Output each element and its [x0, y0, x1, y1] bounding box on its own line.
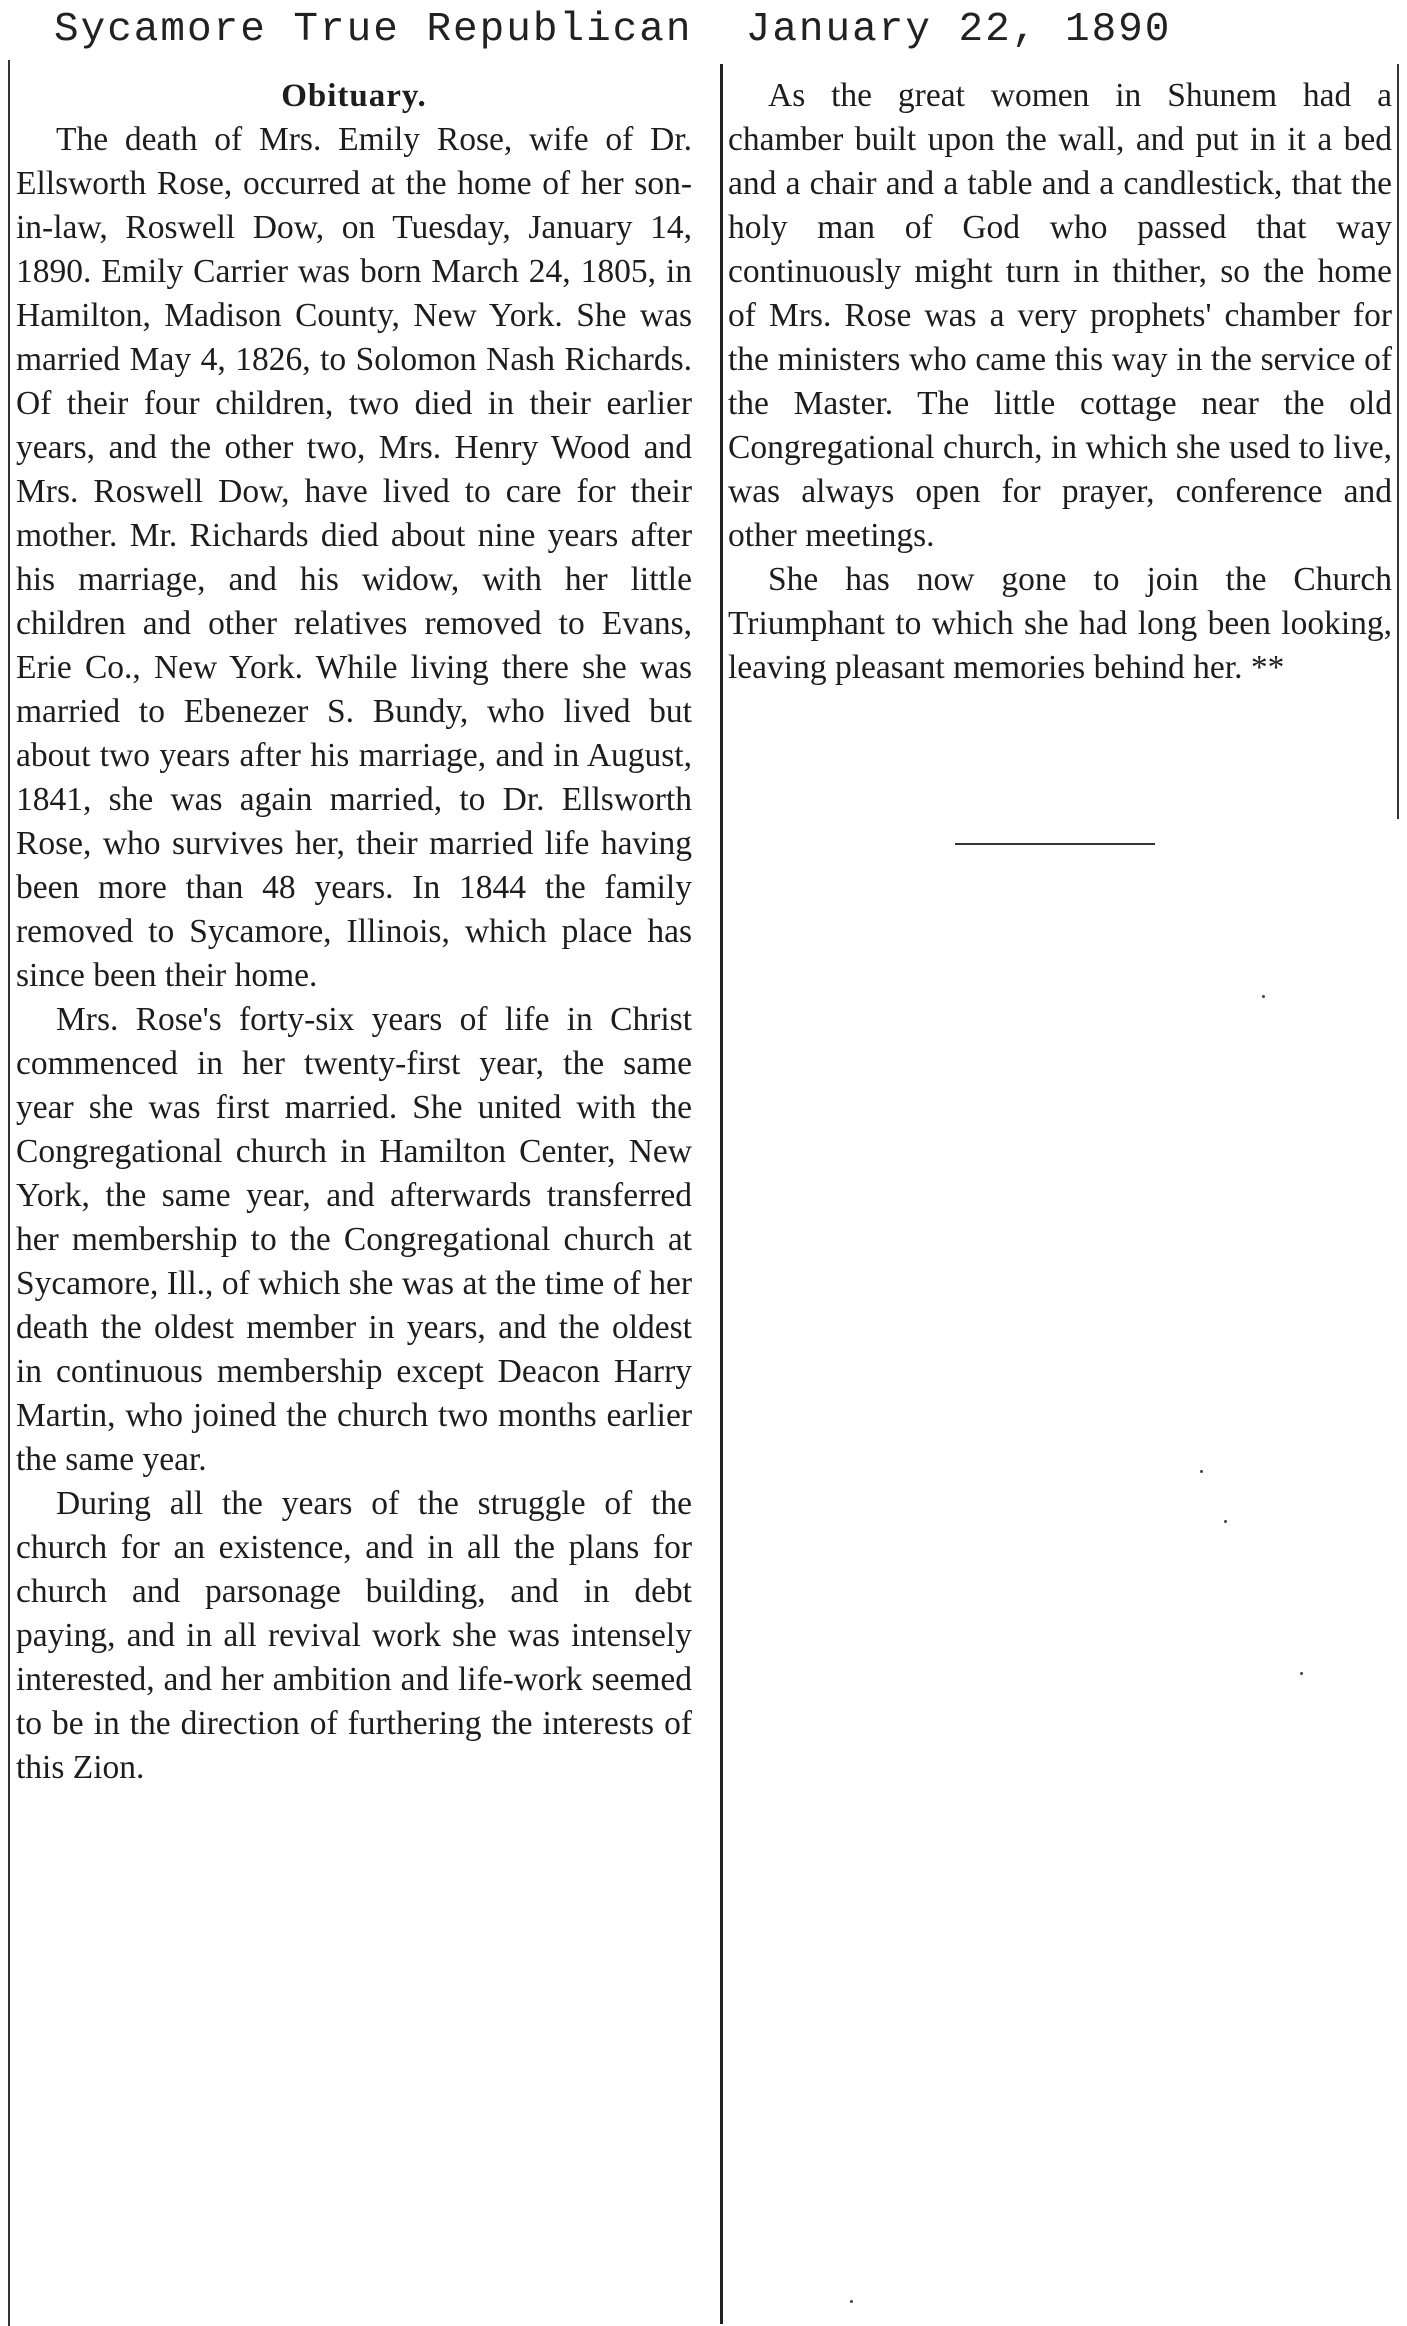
print-speck: [850, 2300, 853, 2303]
article-paragraph: The death of Mrs. Emily Rose, wife of Dr. Ellsworth Rose, occurred at the home of her son-in-law, Roswell Dow, on Tuesday, January 14, 1890. Emily Carrier was born March 24, 1805, in Hamilton, Madison County, New York. She was married May 4, 1826, to Solomon Nash Richards. Of their four children, two died in their earlier years, and the other two, Mrs. Henry Wood and Mrs. Roswell Dow, have lived to care for their mother. Mr. Richards died about nine years after his marriage, and his widow, with her little children and other relatives removed to Evans, Erie Co., New York. While living there she was married to Ebenezer S. Bundy, who lived but about two years after his marriage, and in August, 1841, she was again married, to Dr. Ellsworth Rose, who survives her, their married life having been more than 48 years. In 1844 the family removed to Sycamore, Illinois, which place has since been their home.: [16, 121, 692, 994]
article-end-rule: [955, 843, 1155, 845]
left-column: [16, 74, 692, 1790]
left-column-rule: [8, 60, 10, 2326]
right-column: [728, 74, 1392, 690]
article-title: Obituary.: [281, 78, 427, 114]
article-paragraph: During all the years of the struggle of the church for an existence, and in all the plans for church and parsonage building, and in debt paying, and in all revival work she was intensely interested, and her ambition and life-work seemed to be in the direction of furthering the interests of this Zion.: [16, 1485, 692, 1786]
article-paragraph: She has now gone to join the Church Triumphant to which she had long been looking, leaving pleasant memories behind her. **: [728, 561, 1392, 686]
print-speck: [1200, 1470, 1203, 1473]
page-header: [0, 0, 1407, 60]
publication-name: Sycamore True Republican: [54, 7, 693, 53]
print-speck: [1262, 995, 1265, 998]
print-speck: [1224, 1520, 1227, 1523]
publication-date: January 22, 1890: [745, 7, 1172, 53]
print-speck: [1300, 1672, 1303, 1675]
article-paragraph: Mrs. Rose's forty-six years of life in Christ commenced in her twenty-first year, the same year she was first married. She united with the Congregational church in Hamilton Center, New York, the same year, and afterwards transferred her membership to the Congregational church at Sycamore, Ill., of which she was at the time of her death the oldest member in years, and the oldest in continuous membership except Deacon Harry Martin, who joined the church two months earlier the same year.: [16, 1001, 692, 1478]
article-paragraph: As the great women in Shunem had a chamber built upon the wall, and put in it a bed and a chair and a table and a candlestick, that the holy man of God who passed that way continuously might turn in thither, so the home of Mrs. Rose was a very prophets' chamber for the ministers who came this way in the service of the Master. The little cottage near the old Congregational church, in which she used to live, was always open for prayer, conference and other meetings.: [728, 77, 1392, 554]
center-column-rule: [720, 64, 723, 2324]
right-column-rule: [1397, 64, 1399, 819]
